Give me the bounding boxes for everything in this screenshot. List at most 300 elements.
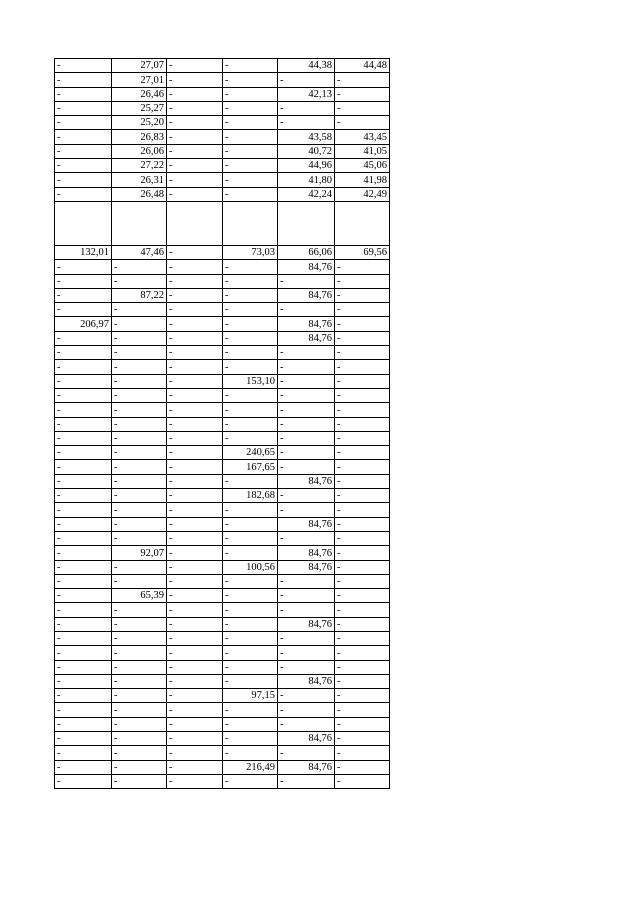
table-cell: -: [223, 360, 278, 374]
table-cell: -: [55, 331, 112, 345]
table-cell: 216,49: [223, 760, 278, 774]
table-row: [55, 774, 390, 788]
table-cell: -: [278, 346, 335, 360]
table-cell: 84,76: [278, 674, 335, 688]
table-cell: -: [335, 388, 390, 402]
table-cell: -: [112, 503, 167, 517]
table-cell: -: [55, 73, 112, 87]
table-cell: [112, 201, 167, 245]
table-cell: -: [167, 674, 223, 688]
table-cell: 73,03: [223, 245, 278, 259]
table-cell: -: [167, 116, 223, 130]
table-row: [55, 574, 390, 588]
table-cell: -: [167, 617, 223, 631]
table-cell: -: [55, 130, 112, 144]
table-cell: -: [112, 774, 167, 788]
table-cell: 92,07: [112, 546, 167, 560]
table-cell: 25,20: [112, 116, 167, 130]
table-cell: -: [55, 116, 112, 130]
table-cell: -: [223, 503, 278, 517]
table-cell: -: [167, 760, 223, 774]
table-row: [55, 517, 390, 531]
table-cell: -: [278, 717, 335, 731]
table-cell: -: [55, 503, 112, 517]
table-cell: -: [112, 732, 167, 746]
table-cell: -: [223, 660, 278, 674]
table-cell: 206,97: [55, 317, 112, 331]
table-cell: -: [223, 674, 278, 688]
table-cell: -: [167, 101, 223, 115]
table-row: [55, 546, 390, 560]
table-cell: 27,01: [112, 73, 167, 87]
table-row: [55, 560, 390, 574]
table-cell: -: [55, 603, 112, 617]
table-cell: 42,24: [278, 187, 335, 201]
table-cell: [335, 201, 390, 245]
table-cell: -: [223, 417, 278, 431]
table-cell: -: [167, 374, 223, 388]
table-cell: -: [223, 403, 278, 417]
table-cell: -: [167, 245, 223, 259]
table-cell: -: [335, 732, 390, 746]
table-cell: -: [112, 517, 167, 531]
table-row: [55, 130, 390, 144]
table-cell: -: [112, 388, 167, 402]
table-row: [55, 245, 390, 259]
table-cell: -: [335, 689, 390, 703]
table-cell: -: [112, 531, 167, 545]
table-cell: [223, 201, 278, 245]
table-cell: -: [55, 101, 112, 115]
table-cell: 84,76: [278, 546, 335, 560]
table-cell: -: [167, 732, 223, 746]
table-cell: -: [223, 87, 278, 101]
table-cell: -: [167, 474, 223, 488]
table-cell: -: [335, 260, 390, 274]
table-cell: 167,65: [223, 460, 278, 474]
table-cell: -: [167, 460, 223, 474]
table-cell: -: [167, 87, 223, 101]
table-cell: -: [223, 346, 278, 360]
table-row: [55, 403, 390, 417]
table-cell: -: [167, 187, 223, 201]
table-cell: -: [223, 173, 278, 187]
table-cell: -: [223, 603, 278, 617]
table-cell: -: [55, 388, 112, 402]
table-cell: -: [223, 187, 278, 201]
table-cell: 84,76: [278, 317, 335, 331]
table-cell: -: [55, 403, 112, 417]
table-cell: -: [167, 388, 223, 402]
table-row: [55, 603, 390, 617]
table-cell: -: [167, 546, 223, 560]
table-row: [55, 317, 390, 331]
table-cell: -: [167, 589, 223, 603]
table-cell: -: [335, 674, 390, 688]
table-row: [55, 159, 390, 173]
table-row: [55, 717, 390, 731]
table-row: [55, 589, 390, 603]
table-cell: 40,72: [278, 144, 335, 158]
table-cell: -: [55, 260, 112, 274]
table-cell: -: [223, 474, 278, 488]
table-cell: -: [167, 717, 223, 731]
table-cell: -: [223, 388, 278, 402]
table-cell: -: [335, 303, 390, 317]
table-cell: -: [223, 746, 278, 760]
table-cell: -: [112, 660, 167, 674]
table-cell: -: [55, 774, 112, 788]
table-row: [55, 59, 390, 73]
table-cell: 240,65: [223, 446, 278, 460]
table-cell: -: [335, 288, 390, 302]
table-cell: -: [55, 431, 112, 445]
table-cell: -: [112, 574, 167, 588]
table-cell: 84,76: [278, 617, 335, 631]
table-cell: -: [55, 660, 112, 674]
table-cell: -: [223, 774, 278, 788]
table-cell: -: [223, 59, 278, 73]
table-cell: -: [55, 703, 112, 717]
table-cell: -: [335, 474, 390, 488]
table-cell: 97,15: [223, 689, 278, 703]
table-row: [55, 73, 390, 87]
table-cell: 26,46: [112, 87, 167, 101]
table-cell: -: [55, 417, 112, 431]
table-cell: 84,76: [278, 517, 335, 531]
table-cell: 43,45: [335, 130, 390, 144]
table-cell: -: [55, 560, 112, 574]
table-cell: -: [167, 59, 223, 73]
table-cell: -: [335, 589, 390, 603]
table-cell: -: [335, 503, 390, 517]
table-cell: 65,39: [112, 589, 167, 603]
table-cell: -: [335, 631, 390, 645]
table-cell: -: [278, 431, 335, 445]
table-cell: -: [112, 631, 167, 645]
table-cell: -: [335, 717, 390, 731]
table-row: [55, 631, 390, 645]
table-cell: -: [278, 503, 335, 517]
table-cell: -: [335, 274, 390, 288]
table-cell: 42,13: [278, 87, 335, 101]
table-row: [55, 531, 390, 545]
table-cell: -: [278, 531, 335, 545]
table-cell: -: [223, 101, 278, 115]
table-cell: 44,96: [278, 159, 335, 173]
table-cell: [278, 201, 335, 245]
table-cell: -: [278, 774, 335, 788]
table-cell: -: [55, 187, 112, 201]
table-cell: 182,68: [223, 489, 278, 503]
table-cell: -: [278, 101, 335, 115]
table-row: [55, 87, 390, 101]
table-cell: -: [223, 274, 278, 288]
table-cell: -: [112, 446, 167, 460]
table-cell: -: [335, 403, 390, 417]
table-row: [55, 646, 390, 660]
table-cell: -: [112, 603, 167, 617]
table-cell: -: [167, 574, 223, 588]
table-cell: -: [55, 732, 112, 746]
table-cell: -: [167, 260, 223, 274]
table-row: [55, 417, 390, 431]
table-row: [55, 460, 390, 474]
table-cell: -: [278, 116, 335, 130]
table-cell: -: [278, 646, 335, 660]
table-row: [55, 173, 390, 187]
table-row: [55, 346, 390, 360]
table-cell: 153,10: [223, 374, 278, 388]
table-cell: -: [278, 689, 335, 703]
table-cell: -: [167, 288, 223, 302]
data-table: [54, 58, 390, 789]
table-cell: -: [112, 760, 167, 774]
table-cell: -: [335, 460, 390, 474]
table-cell: -: [55, 144, 112, 158]
table-cell: -: [55, 589, 112, 603]
table-cell: -: [335, 101, 390, 115]
table-row: [55, 303, 390, 317]
table-cell: -: [335, 73, 390, 87]
table-cell: -: [223, 130, 278, 144]
table-cell: -: [223, 631, 278, 645]
table-body: [55, 59, 390, 789]
table-cell: 69,56: [335, 245, 390, 259]
table-row: [55, 331, 390, 345]
table-cell: 26,31: [112, 173, 167, 187]
table-cell: 42,49: [335, 187, 390, 201]
table-cell: -: [167, 660, 223, 674]
table-cell: -: [167, 703, 223, 717]
table-cell: -: [223, 574, 278, 588]
table-cell: -: [112, 489, 167, 503]
table-cell: -: [167, 531, 223, 545]
table-cell: -: [223, 144, 278, 158]
table-cell: -: [112, 703, 167, 717]
table-cell: -: [223, 517, 278, 531]
table-cell: 132,01: [55, 245, 112, 259]
table-cell: -: [167, 173, 223, 187]
table-cell: -: [55, 631, 112, 645]
table-cell: -: [112, 403, 167, 417]
table-cell: -: [278, 388, 335, 402]
table-cell: -: [167, 603, 223, 617]
table-cell: -: [335, 446, 390, 460]
table-cell: -: [55, 173, 112, 187]
table-cell: -: [335, 660, 390, 674]
table-cell: -: [167, 144, 223, 158]
table-cell: -: [112, 646, 167, 660]
table-row: [55, 116, 390, 130]
table-row: [55, 201, 390, 245]
table-cell: -: [112, 474, 167, 488]
table-cell: -: [55, 59, 112, 73]
table-cell: 26,48: [112, 187, 167, 201]
table-cell: 26,83: [112, 130, 167, 144]
table-row: [55, 260, 390, 274]
table-row: [55, 703, 390, 717]
table-cell: -: [167, 560, 223, 574]
table-cell: -: [278, 417, 335, 431]
table-cell: -: [55, 446, 112, 460]
table-cell: -: [278, 460, 335, 474]
table-cell: -: [112, 303, 167, 317]
table-row: [55, 101, 390, 115]
table-cell: -: [335, 116, 390, 130]
table-cell: -: [167, 130, 223, 144]
table-row: [55, 474, 390, 488]
table-cell: -: [112, 674, 167, 688]
table-cell: -: [223, 73, 278, 87]
table-cell: -: [167, 303, 223, 317]
table-row: [55, 274, 390, 288]
table-cell: -: [223, 260, 278, 274]
table-row: [55, 503, 390, 517]
table-cell: -: [167, 774, 223, 788]
table-cell: -: [278, 274, 335, 288]
table-row: [55, 689, 390, 703]
table-cell: -: [55, 474, 112, 488]
table-cell: 27,22: [112, 159, 167, 173]
table-cell: -: [278, 660, 335, 674]
table-cell: -: [55, 346, 112, 360]
table-cell: -: [335, 417, 390, 431]
table-cell: -: [112, 346, 167, 360]
table-cell: -: [278, 631, 335, 645]
table-cell: -: [112, 689, 167, 703]
table-cell: 84,76: [278, 474, 335, 488]
table-cell: -: [55, 674, 112, 688]
table-cell: 43,58: [278, 130, 335, 144]
table-cell: -: [167, 646, 223, 660]
table-cell: 27,07: [112, 59, 167, 73]
table-cell: [55, 201, 112, 245]
table-row: [55, 187, 390, 201]
table-cell: -: [223, 703, 278, 717]
table-cell: -: [167, 331, 223, 345]
table-cell: -: [167, 274, 223, 288]
table-cell: -: [335, 431, 390, 445]
table-cell: 84,76: [278, 760, 335, 774]
table-cell: -: [167, 631, 223, 645]
table-cell: -: [335, 87, 390, 101]
table-cell: -: [335, 346, 390, 360]
table-cell: -: [223, 546, 278, 560]
table-row: [55, 674, 390, 688]
table-row: [55, 431, 390, 445]
table-cell: 41,98: [335, 173, 390, 187]
table-cell: -: [167, 159, 223, 173]
table-row: [55, 288, 390, 302]
table-cell: -: [278, 303, 335, 317]
table-cell: -: [167, 503, 223, 517]
table-cell: -: [167, 746, 223, 760]
table-cell: -: [55, 159, 112, 173]
table-cell: -: [335, 531, 390, 545]
table-cell: 26,06: [112, 144, 167, 158]
table-cell: -: [335, 317, 390, 331]
table-cell: 66,06: [278, 245, 335, 259]
table-row: [55, 732, 390, 746]
table-cell: -: [55, 546, 112, 560]
table-cell: -: [223, 159, 278, 173]
table-cell: -: [278, 603, 335, 617]
table-row: [55, 360, 390, 374]
table-cell: -: [55, 617, 112, 631]
table-cell: -: [112, 560, 167, 574]
table-row: [55, 144, 390, 158]
table-cell: -: [112, 417, 167, 431]
table-cell: -: [223, 646, 278, 660]
table-cell: -: [112, 317, 167, 331]
table-cell: 47,46: [112, 245, 167, 259]
table-cell: -: [55, 517, 112, 531]
table-cell: -: [112, 360, 167, 374]
table-cell: 41,80: [278, 173, 335, 187]
table-cell: -: [278, 73, 335, 87]
table-cell: -: [55, 303, 112, 317]
table-cell: -: [223, 431, 278, 445]
table-cell: -: [112, 374, 167, 388]
table-cell: -: [55, 87, 112, 101]
table-row: [55, 760, 390, 774]
table-cell: -: [335, 360, 390, 374]
table-cell: -: [112, 717, 167, 731]
table-row: [55, 660, 390, 674]
table-cell: 41,05: [335, 144, 390, 158]
table-cell: -: [335, 760, 390, 774]
table-cell: -: [112, 274, 167, 288]
table-cell: -: [167, 517, 223, 531]
table-cell: -: [55, 531, 112, 545]
table-cell: 25,27: [112, 101, 167, 115]
table-cell: 87,22: [112, 288, 167, 302]
table-cell: -: [223, 589, 278, 603]
table-cell: -: [223, 331, 278, 345]
table-cell: -: [167, 431, 223, 445]
table-cell: -: [278, 374, 335, 388]
table-cell: 45,06: [335, 159, 390, 173]
table-row: [55, 388, 390, 402]
table-cell: -: [167, 346, 223, 360]
table-cell: -: [278, 574, 335, 588]
table-cell: 84,76: [278, 288, 335, 302]
table-row: [55, 617, 390, 631]
table-cell: -: [223, 717, 278, 731]
table-cell: -: [278, 403, 335, 417]
table-cell: -: [55, 646, 112, 660]
table-cell: -: [112, 260, 167, 274]
table-cell: -: [278, 703, 335, 717]
table-cell: -: [167, 360, 223, 374]
table-cell: -: [278, 446, 335, 460]
table-cell: -: [167, 417, 223, 431]
table-cell: 100,56: [223, 560, 278, 574]
table-cell: -: [55, 574, 112, 588]
table-row: [55, 489, 390, 503]
table-cell: -: [55, 360, 112, 374]
table-cell: 84,76: [278, 732, 335, 746]
table-cell: -: [55, 746, 112, 760]
table-cell: 84,76: [278, 260, 335, 274]
table-cell: -: [223, 317, 278, 331]
table-cell: 84,76: [278, 560, 335, 574]
table-cell: -: [112, 746, 167, 760]
table-cell: -: [55, 460, 112, 474]
table-cell: -: [223, 732, 278, 746]
table-cell: -: [335, 746, 390, 760]
